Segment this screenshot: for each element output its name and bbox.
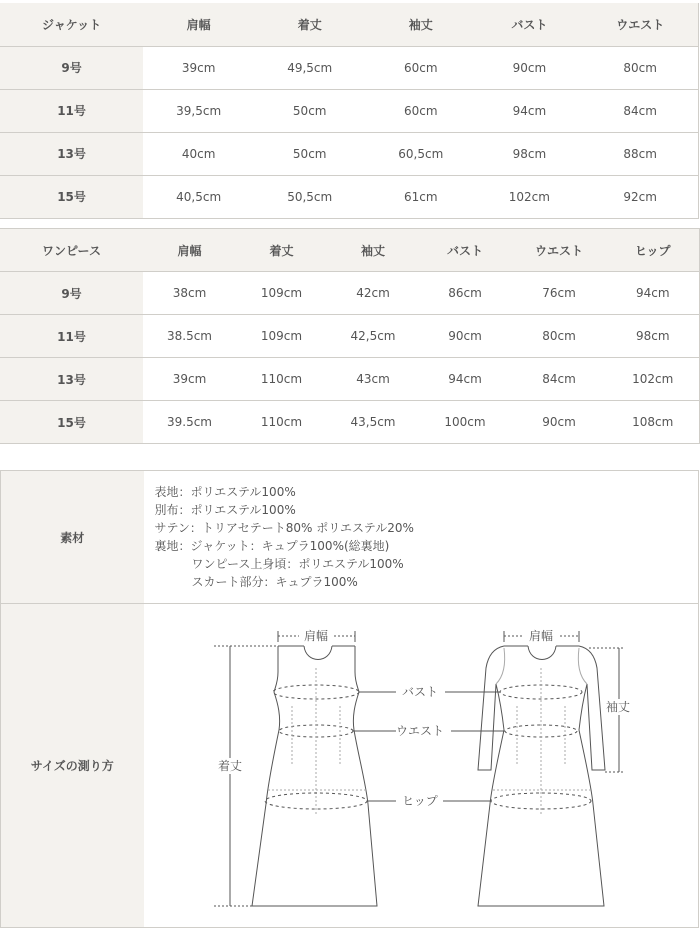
table-cell: 98cm (476, 132, 582, 175)
table-cell: 108cm (607, 401, 699, 444)
table-cell: 102cm (607, 358, 699, 401)
table-row (0, 89, 699, 132)
table-cell: 88cm (582, 132, 698, 175)
table-cell: 98cm (607, 315, 699, 358)
waist-label: ウエスト (395, 724, 444, 738)
table-cell: 76cm (511, 272, 607, 315)
material-text (144, 471, 699, 603)
table-cell: 61cm (365, 175, 476, 218)
material-line: 別布：ポリエステル100% (154, 503, 296, 517)
table-cell: 94cm (419, 358, 511, 401)
table-cell: 43,5cm (327, 401, 419, 444)
table-cell: 43cm (327, 358, 419, 401)
size-label: 15号 (0, 175, 143, 218)
table-cell: 84cm (511, 358, 607, 401)
bust-label: バスト (401, 685, 438, 699)
jacket-header-cell: バスト (476, 3, 582, 46)
table-cell: 94cm (476, 89, 582, 132)
material-row (1, 471, 699, 604)
jacket-header-row (0, 3, 699, 46)
table-cell: 50,5cm (254, 175, 365, 218)
table-cell: 80cm (511, 315, 607, 358)
table-cell: 90cm (419, 315, 511, 358)
table-cell: 102cm (476, 175, 582, 218)
measure-row (1, 604, 699, 928)
dress-header-cell: ヒップ (607, 229, 699, 272)
dress-header-cell: 着丈 (236, 229, 327, 272)
table-cell: 39.5cm (143, 401, 236, 444)
table-cell: 60cm (365, 89, 476, 132)
table-cell: 86cm (419, 272, 511, 315)
table-cell: 40,5cm (143, 175, 254, 218)
material-label: 素材 (1, 471, 144, 604)
size-label: 11号 (0, 89, 143, 132)
table-cell: 94cm (607, 272, 699, 315)
table-cell: 50cm (254, 89, 365, 132)
table-cell: 60cm (365, 46, 476, 89)
table-row (0, 46, 699, 89)
table-cell: 40cm (143, 132, 254, 175)
size-label: 9号 (0, 46, 143, 89)
table-cell: 90cm (476, 46, 582, 89)
size-label: 9号 (0, 272, 143, 315)
table-cell: 92cm (582, 175, 698, 218)
dress-header-row (0, 229, 699, 272)
table-cell: 109cm (236, 315, 327, 358)
jacket-header-cell: 袖丈 (365, 3, 476, 46)
product-info-table (0, 470, 699, 928)
table-cell: 38cm (143, 272, 236, 315)
material-line: サテン：トリアセテート80% ポリエステル20% (154, 521, 414, 535)
table-row (0, 315, 699, 358)
table-cell: 38.5cm (143, 315, 236, 358)
material-line: スカート部分：キュプラ100% (191, 575, 358, 589)
table-cell: 100cm (419, 401, 511, 444)
table-cell: 110cm (236, 358, 327, 401)
sleeve-label: 袖丈 (605, 700, 630, 714)
table-cell: 60,5cm (365, 132, 476, 175)
size-label: 13号 (0, 132, 143, 175)
hip-label: ヒップ (401, 794, 438, 808)
shoulder-label-2: 肩幅 (528, 629, 553, 643)
table-cell: 39cm (143, 358, 236, 401)
measurement-diagram (144, 604, 699, 928)
jacket-header-cell: 着丈 (254, 3, 365, 46)
material-line: 表地：ポリエステル100% (154, 485, 296, 499)
size-label: 13号 (0, 358, 143, 401)
measure-label: サイズの測り方 (1, 604, 144, 928)
table-cell: 49,5cm (254, 46, 365, 89)
size-label: 15号 (0, 401, 143, 444)
jacket-size-table (0, 3, 699, 219)
material-line: ワンピース上身頃：ポリエステル100% (191, 557, 404, 571)
table-cell: 110cm (236, 401, 327, 444)
table-cell: 42,5cm (327, 315, 419, 358)
table-row (0, 132, 699, 175)
table-cell: 39,5cm (143, 89, 254, 132)
dress-header-cell: バスト (419, 229, 511, 272)
dress-size-table (0, 228, 700, 444)
table-row (0, 401, 699, 444)
jacket-header-cell: ジャケット (0, 3, 143, 46)
table-row (0, 175, 699, 218)
table-row (0, 272, 699, 315)
dress-header-cell: ワンピース (0, 229, 143, 272)
table-cell: 50cm (254, 132, 365, 175)
table-cell: 109cm (236, 272, 327, 315)
material-line: 裏地：ジャケット：キュプラ100%(総裏地) (154, 539, 390, 553)
dress-header-cell: 肩幅 (143, 229, 236, 272)
table-cell: 39cm (143, 46, 254, 89)
jacket-header-cell: ウエスト (582, 3, 698, 46)
shoulder-label: 肩幅 (303, 629, 328, 643)
table-row (0, 358, 699, 401)
sleeved-dress-illustration (443, 631, 624, 906)
jacket-header-cell: 肩幅 (143, 3, 254, 46)
size-label: 11号 (0, 315, 143, 358)
dress-header-cell: ウエスト (511, 229, 607, 272)
table-cell: 84cm (582, 89, 698, 132)
table-cell: 80cm (582, 46, 698, 89)
length-label: 着丈 (217, 759, 242, 773)
dress-header-cell: 袖丈 (327, 229, 419, 272)
table-cell: 90cm (511, 401, 607, 444)
table-cell: 42cm (327, 272, 419, 315)
